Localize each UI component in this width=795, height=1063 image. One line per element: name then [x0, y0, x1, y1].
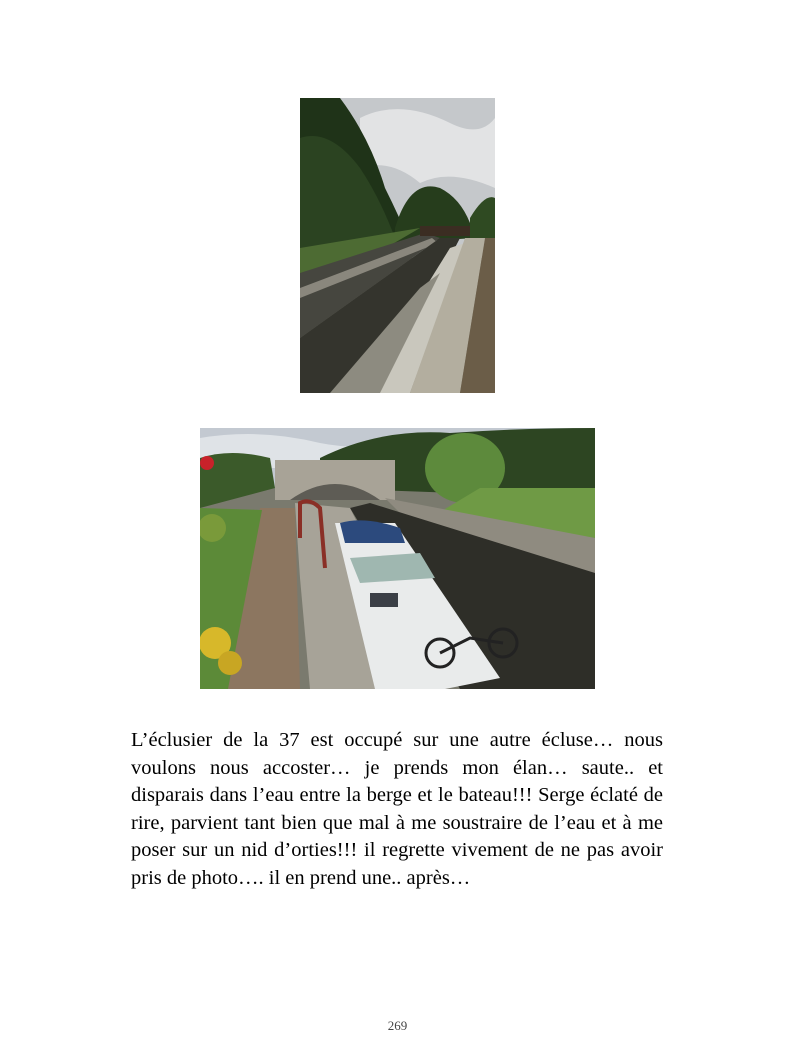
story-paragraph: L’éclusier de la 37 est occupé sur une autre écluse… nous voulons nous accoster… je prends mon élan… saute.. et disparais dans l’eau entre la berge et le bateau!!! Serge éclaté de rire, parvient tant bien que mal à me soustraire de l’eau et à me poser sur un nid d’orties!!! il regrette vivement de ne pas avoir pris de photo…. il en prend une.. après…: [131, 729, 663, 889]
photo-lock-rushing-water: [300, 98, 495, 393]
page-number: 269: [387, 1018, 408, 1033]
photo-boat-in-lock: [200, 428, 595, 689]
